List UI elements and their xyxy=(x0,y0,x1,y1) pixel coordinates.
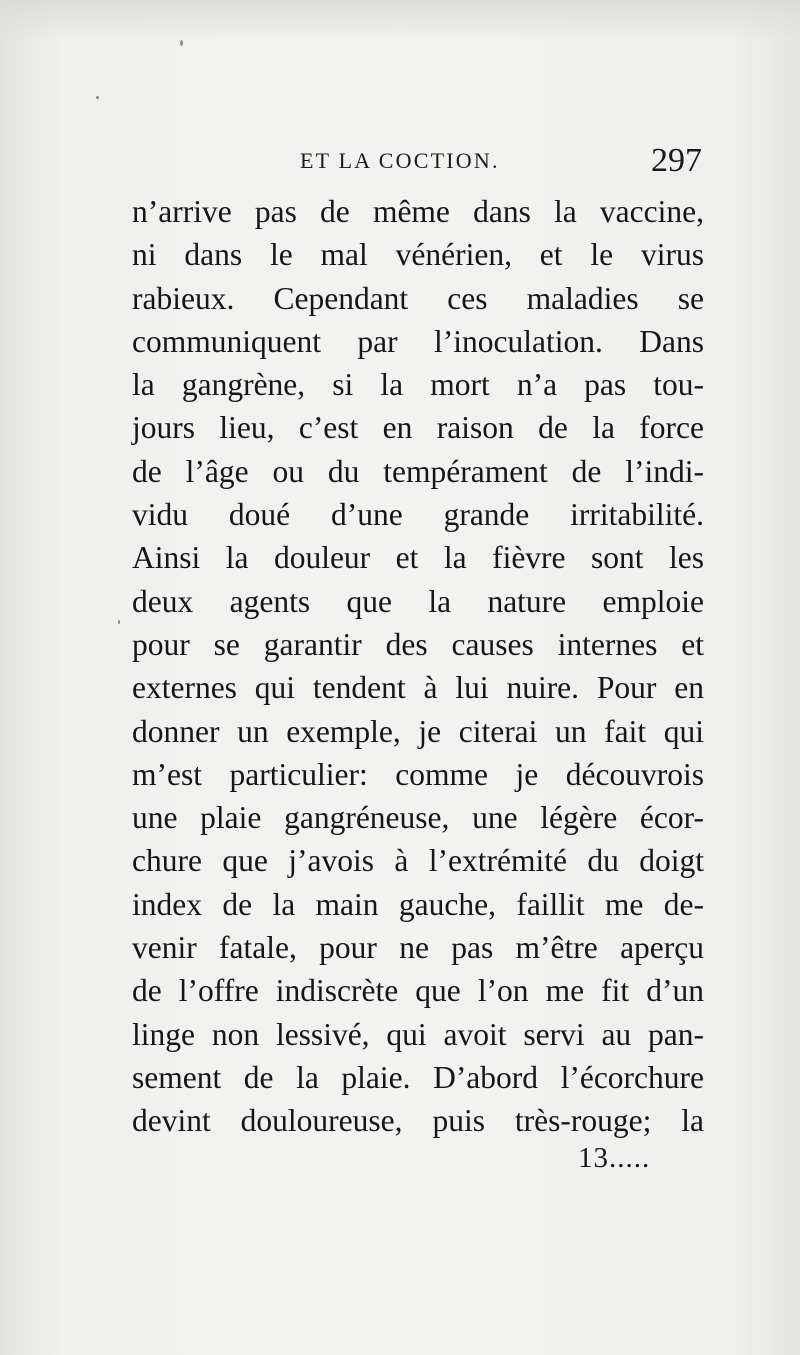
catchword: 13..... xyxy=(578,1142,651,1174)
text-line: sement de la plaie. D’abord l’écorchure xyxy=(132,1059,704,1095)
ink-speck xyxy=(96,96,99,99)
text-line: de l’offre indiscrète que l’on me fit d’un xyxy=(132,973,704,1009)
text-line: communiquent par l’inoculation. Dans xyxy=(132,323,704,359)
text-line: externes qui tendent à lui nuire. Pour en xyxy=(132,670,704,706)
text-line: pour se garantir des causes internes et xyxy=(132,626,704,662)
text-line: n’arrive pas de même dans la vaccine, xyxy=(132,194,704,229)
text-line: linge non lessivé, qui avoit servi au pan- xyxy=(132,1016,704,1052)
body-text xyxy=(132,190,704,1143)
text-line: rabieux. Cependant ces maladies se xyxy=(132,280,704,316)
text-line: de l’âge ou du tempérament de l’indi- xyxy=(132,453,704,489)
text-line: index de la main gauche, faillit me de- xyxy=(132,886,704,922)
page-number: 297 xyxy=(651,142,702,179)
text-line: deux agents que la nature emploie xyxy=(132,583,704,619)
text-line: une plaie gangréneuse, une légère écor- xyxy=(132,800,704,836)
text-line: ni dans le mal vénérien, et le virus xyxy=(132,237,704,273)
text-line: Ainsi la douleur et la fièvre sont les xyxy=(132,540,704,576)
text-line: chure que j’avois à l’extrémité du doigt xyxy=(132,843,704,879)
text-line: venir fatale, pour ne pas m’être aperçu xyxy=(132,930,704,966)
text-line: devint douloureuse, puis très-rouge; la xyxy=(132,1103,704,1139)
text-line: donner un exemple, je citerai un fait qui xyxy=(132,713,704,749)
text-line: jours lieu, c’est en raison de la force xyxy=(132,410,704,446)
text-line: vidu doué d’une grande irritabilité. xyxy=(132,497,704,533)
text-line: m’est particulier: comme je découvrois xyxy=(132,756,704,792)
text-line: la gangrène, si la mort n’a pas tou- xyxy=(132,367,704,403)
ink-speck xyxy=(180,40,183,46)
ink-speck xyxy=(118,620,120,624)
page-header xyxy=(130,140,710,180)
running-head: ET LA COCTION. xyxy=(300,148,500,173)
